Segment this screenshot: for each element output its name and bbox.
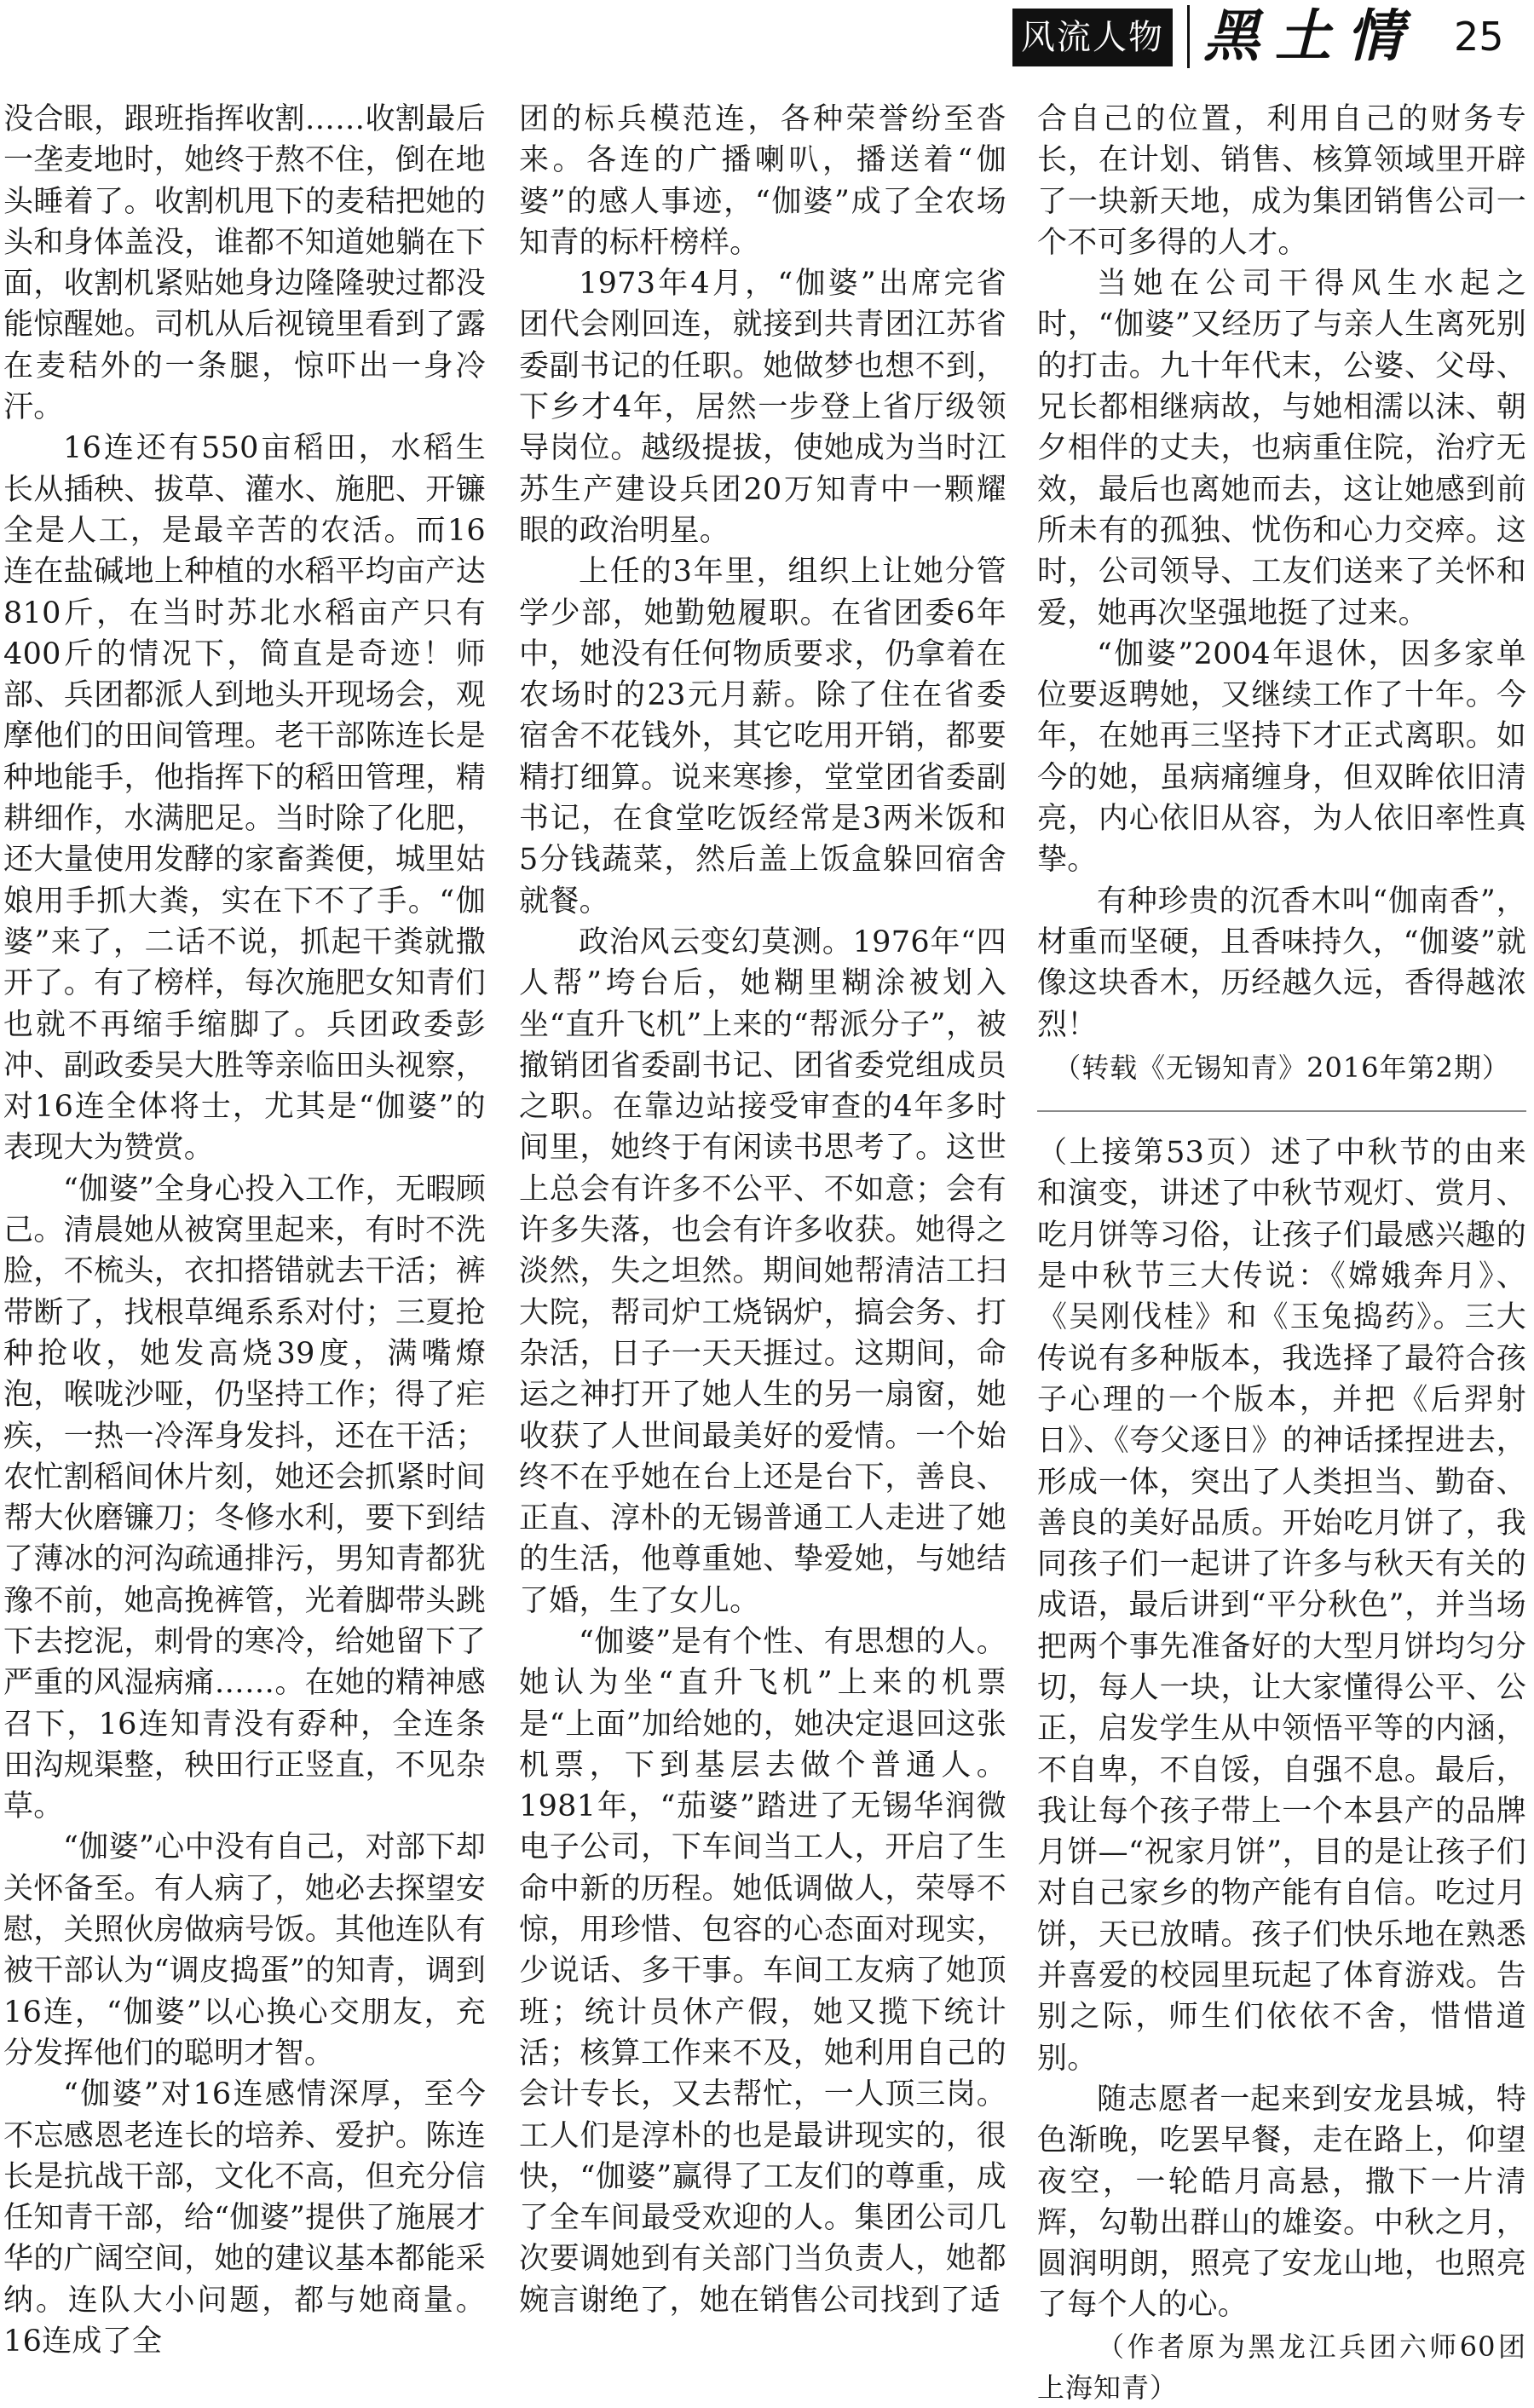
paragraph: 1973年4月，“伽婆”出席完省团代会刚回连，就接到共青团江苏省委副书记的任职。她做梦也想不到，下乡才4年，居然一步登上省厅级领导岗位。越级提拔，使她成为当时江苏生产建设兵团20万知青中一颗耀眼的政治明星。 bbox=[519, 267, 1006, 548]
article-column-3 bbox=[1037, 99, 1526, 2405]
paragraph: 团的标兵模范连，各种荣誉纷至沓来。各连的广播喇叭，播送着“伽婆”的感人事迹，“伽婆”成了全农场知青的标杆榜样。 bbox=[519, 102, 1006, 260]
article-divider bbox=[1037, 1110, 1526, 1112]
paragraph: “伽婆”是有个性、有思想的人。她认为坐“直升飞机”上来的机票是“上面”加给她的，她决定退回这张机票，下到基层去做个普通人。1981年，“茄婆”踏进了无锡华润微电子公司，下车间当工人，开启了生命中新的历程。她低调做人，荣辱不惊，用珍惜、包容的心态面对现实，少说话、多干事。车间工友病了她顶班；统计员休产假，她又揽下统计活；核算工作来不及，她利用自己的会计专长，又去帮忙，一人顶三岗。工人们是淳朴的也是最讲现实的，很快，“伽婆”赢得了工友们的尊重，成了全车间最受欢迎的人。集团公司几次要调她到有关部门当负责人，她都婉言谢绝了，她在销售公司找到了适 bbox=[519, 1624, 1006, 2318]
paragraph: （上接第53页）述了中秋节的由来和演变，讲述了中秋节观灯、赏月、吃月饼等习俗，让孩子们最感兴趣的是中秋节三大传说：《嫦娥奔月》、《吴刚伐桂》和《玉兔捣药》。三大传说有多种版本，我选择了最符合孩子心理的一个版本，并把《后羿射日》、《夸父逐日》的神话揉捏进去，形成一体，突出了人类担当、勤奋、善良的美好品质。开始吃月饼了，我同孩子们一起讲了许多与秋天有关的成语，最后讲到“平分秋色”，并当场把两个事先准备好的大型月饼均匀分切，每人一块，让大家懂得公平、公正，启发学生从中领悟平等的内涵，不自卑，不自馁，自强不息。最后，我让每个孩子带上一个本县产的品牌月饼—“祝家月饼”，目的是让孩子们对自己家乡的物产能有自信。吃过月饼，天已放晴。孩子们快乐地在熟悉并喜爱的校园里玩起了体育游戏。告别之际，师生们依依不舍，惜惜道别。 bbox=[1037, 1136, 1526, 2076]
paragraph: 上任的3年里，组织上让她分管学少部，她勤勉履职。在省团委6年中，她没有任何物质要求，仍拿着在农场时的23元月薪。除了住在省委宿舍不花钱外，其它吃用开销，都要精打细算。说来寒掺，堂堂团省委副书记，在食堂吃饭经常是3两米饭和5分钱蔬菜，然后盖上饭盒躲回宿舍就餐。 bbox=[519, 555, 1006, 919]
section-tag: 风流人物 bbox=[1012, 9, 1173, 66]
paragraph: 政治风云变幻莫测。1976年“四人帮”垮台后，她糊里糊涂被划入坐“直升飞机”上来的“帮派分子”，被撤销团省委副书记、团省委党组成员之职。在靠边站接受审查的4年多时间里，她终于有闲读书思考了。这世上总会有许多不公平、不如意；会有许多失落，也会有许多收获。她得之淡然，失之坦然。期间她帮清洁工扫大院，帮司炉工烧锅炉，搞会务、打杂活，日子一天天捱过。这期间，命运之神打开了她人生的另一扇窗，她收获了人世间最美好的爱情。一个始终不在乎她在台上还是台下，善良、正直、淳朴的无锡普通工人走进了她的生活，他尊重她、挚爱她，与她结了婚，生了女儿。 bbox=[519, 925, 1006, 1618]
paragraph: 有种珍贵的沉香木叫“伽南香”，材重而坚硬，且香味持久，“伽婆”就像这块香木，历经越久远，香得越浓烈！ bbox=[1037, 884, 1526, 1042]
page-header bbox=[0, 0, 1534, 78]
paragraph: 当她在公司干得风生水起之时，“伽婆”又经历了与亲人生离死别的打击。九十年代末，公婆、父母、兄长都相继病故，与她相濡以沫、朝夕相伴的丈夫，也病重住院，治疗无效，最后也离她而去，这让她感到前所未有的孤独、忧伤和心力交瘁。这时，公司领导、工友们送来了关怀和爱，她再次坚强地挺了过来。 bbox=[1037, 267, 1526, 631]
paragraph: “伽婆”对16连感情深厚，至今不忘感恩老连长的培养、爱护。陈连长是抗战干部，文化不高，但充分信任知青干部，给“伽婆”提供了施展才华的广阔空间，她的建议基本都能采纳。连队大小问题，都与她商量。16连成了全 bbox=[3, 2077, 486, 2359]
paragraph: 16连还有550亩稻田，水稻生长从插秧、拔草、灌水、施肥、开镰全是人工，是最辛苦的农活。而16连在盐碱地上种植的水稻平均亩产达810斤，在当时苏北水稻亩产只有400斤的情况下，简直是奇迹！师部、兵团都派人到地头开现场会，观摩他们的田间管理。老干部陈连长是种地能手，他指挥下的稻田管理，精耕细作，水满肥足。当时除了化肥，还大量使用发酵的家畜粪便，城里姑娘用手抓大粪，实在下不了手。“伽婆”来了，二话不说，抓起干粪就撒开了。有了榜样，每次施肥女知青们也就不再缩手缩脚了。兵团政委彭冲、副政委吴大胜等亲临田头视察，对16连全体将士，尤其是“伽婆”的表现大为赞赏。 bbox=[3, 431, 486, 1166]
paragraph: “伽婆”2004年退休，因多家单位要返聘她，又继续工作了十年。今年，在她再三坚持下才正式离职。如今的她，虽病痛缠身，但双眸依旧清亮，内心依旧从容，为人依旧率性真挚。 bbox=[1037, 637, 1526, 878]
author-note: （作者原为黑龙江兵团六师60团上海知青） bbox=[1037, 2330, 1526, 2405]
paragraph: “伽婆”全身心投入工作，无暇顾己。清晨她从被窝里起来，有时不洗脸，不梳头，衣扣搭错就去干活；裤带断了，找根草绳系系对付；三夏抢种抢收，她发高烧39度，满嘴燎泡，喉咙沙哑，仍坚持工作；得了疟疾，一热一冷浑身发抖，还在干活；农忙割稻间休片刻，她还会抓紧时间帮大伙磨镰刀；冬修水利，要下到结了薄冰的河沟疏通排污，男知青都犹豫不前，她高挽裤管，光着脚带头跳下去挖泥，刺骨的寒冷，给她留下了严重的风湿病痛……。在她的精神感召下，16连知青没有孬种，全连条田沟规渠整，秧田行正竖直，不见杂草。 bbox=[3, 1172, 486, 1824]
paragraph: 没合眼，跟班指挥收割……收割最后一垄麦地时，她终于熬不住，倒在地头睡着了。收割机甩下的麦秸把她的头和身体盖没，谁都不知道她躺在下面，收割机紧贴她身边隆隆驶过都没能惊醒她。司机从后视镜里看到了露在麦秸外的一条腿，惊吓出一身冷汗。 bbox=[3, 102, 486, 425]
article-column-2 bbox=[519, 99, 1006, 2318]
paragraph: “伽婆”心中没有自己，对部下却关怀备至。有人病了，她必去探望安慰，关照伙房做病号饭。其他连队有被干部认为“调皮捣蛋”的知青，调到16连，“伽婆”以心换心交朋友，充分发挥他们的聪明才智。 bbox=[3, 1830, 486, 2071]
source-note: （转载《无锡知青》2016年第2期） bbox=[1053, 1051, 1510, 1084]
masthead-logo: 黑土情 bbox=[1203, 3, 1418, 69]
header-divider bbox=[1187, 5, 1190, 68]
page-number: 25 bbox=[1454, 14, 1504, 60]
paragraph: 随志愿者一起来到安龙县城，特色渐晚，吃罢早餐，走在路上，仰望夜空，一轮皓月高悬，撒下一片清辉，勾勒出群山的雄姿。中秋之月，圆润明朗，照亮了安龙山地，也照亮了每个人的心。 bbox=[1037, 2082, 1526, 2323]
paragraph: 合自己的位置，利用自己的财务专长，在计划、销售、核算领域里开辟了一块新天地，成为集团销售公司一个不可多得的人才。 bbox=[1037, 102, 1526, 260]
article-column-1 bbox=[3, 99, 486, 2359]
